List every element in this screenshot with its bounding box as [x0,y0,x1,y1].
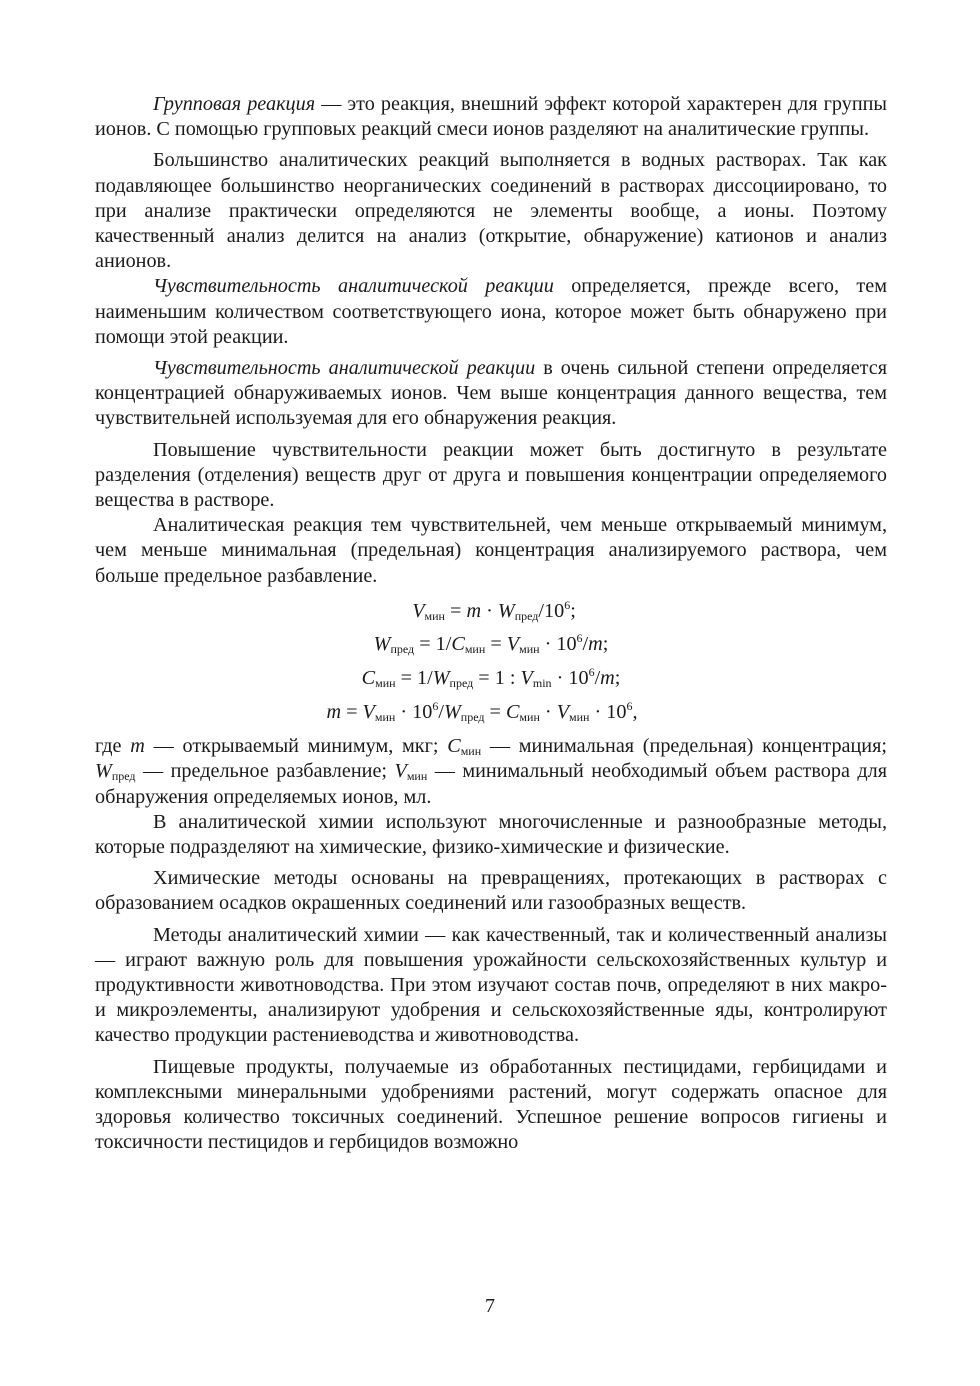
paragraph-formula-legend: где m — открываемый минимум, мкг; $C_{мин}$ — минимальная (предельная) концентрация; $W_{пред}$ — предельное разбавление; $V_{мин}$ — минимальный необходимый объем раствора для обнаружения определяемых ионов, мл. [95,735,887,808]
paragraph-sensitivity-increase: Повышение чувствительности реакции может быть достигнуто в результате разделения (отделения) веществ друг от друга и повышения концентрации определяемого вещества в растворе. [95,438,887,512]
formula-m: $m = V_{мин} \cdot 10^6/W_{пред} = C_{мин} \cdot V_{мин} \cdot 10^6$, [326,698,638,724]
paragraph-text: в очень сильной степени определяется концентрацией обнаруживаемых ионов. Чем выше концентрация данного вещества, тем чувствительней используемая для его обнаружения реакция. [95,357,887,430]
paragraph-group-reaction [95,92,887,142]
formula-cmin: $C_{мин} = 1/W_{пред} = 1$ : $V_{min} \cdot 10^6/m$; [361,665,621,691]
term-group-reaction: Групповая реакция [153,93,316,115]
paragraph-analytical-reaction: Аналитическая реакция тем чувствительней, чем меньше открываемый минимум, чем меньше минимальная (предельная) концентрация анализируемого раствора, чем больше предельное разбавление. [95,514,887,587]
paragraph-methods: В аналитической химии используют многочисленные и разнообразные методы, которые подразделяют на химические, физико-химические и физические. [95,810,887,859]
formula-wpred: $W_{пред} = 1/C_{мин} = V_{мин} \cdot 10^6/m$; [373,631,609,657]
page-content [95,92,887,1155]
paragraph-food-products: Пищевые продукты, получаемые из обработанных пестицидами, гербицидами и комплексными минеральными удобрениями растений, могут содержать опасное для здоровья количество токсичных соединений. Успешное решение вопросов гигиены и токсичности пестицидов и гербицидов возможно [95,1055,887,1154]
paragraph-sensitivity-concentration [95,356,887,432]
formula-block [95,595,887,729]
paragraph-text: определяется, прежде всего, тем наименьшим количеством соответствующего иона, которое может быть обнаружено при помощи этой реакции. [95,275,887,348]
term-sensitivity: Чувствительность аналитической реакции [153,275,554,298]
term-sensitivity: Чувствительность аналитической реакции [153,357,536,380]
paragraph-chemical-methods: Химические методы основаны на превращениях, протекающих в растворах с образованием осадков окрашенных соединений или газообразных веществ. [95,867,887,915]
paragraph-agriculture: Методы аналитический химии — как качественный, так и количественный анализы — играют важную роль для повышения урожайности сельскохозяйственных культур и продуктивности животноводства. При этом изучают состав почв, определяют в них макро- и микроэлементы, анализируют удобрения и сельскохозяйственные яды, контролируют качество продукции растениеводства и животноводства. [95,923,887,1047]
paragraph-aqueous-solutions: Большинство аналитических реакций выполняется в водных растворах. Так как подавляющее большинство неорганических соединений в растворах диссоциировано, то при анализе практически определяются не элементы вообще, а ионы. Поэтому качественный анализ делится на анализ (открытие, обнаружение) катионов и анализ анионов. [95,149,887,273]
paragraph-sensitivity-definition [95,274,887,350]
paragraph-text: — это реакция, внешний эффект которой характерен для группы ионов. С помощью групповых реакций смеси ионов разделяют на аналитические группы. [95,93,887,141]
formula-vmin: $V_{мин} = m \cdot W_{пред}/10^6$; [412,597,576,623]
page-number: 7 [485,1295,495,1317]
